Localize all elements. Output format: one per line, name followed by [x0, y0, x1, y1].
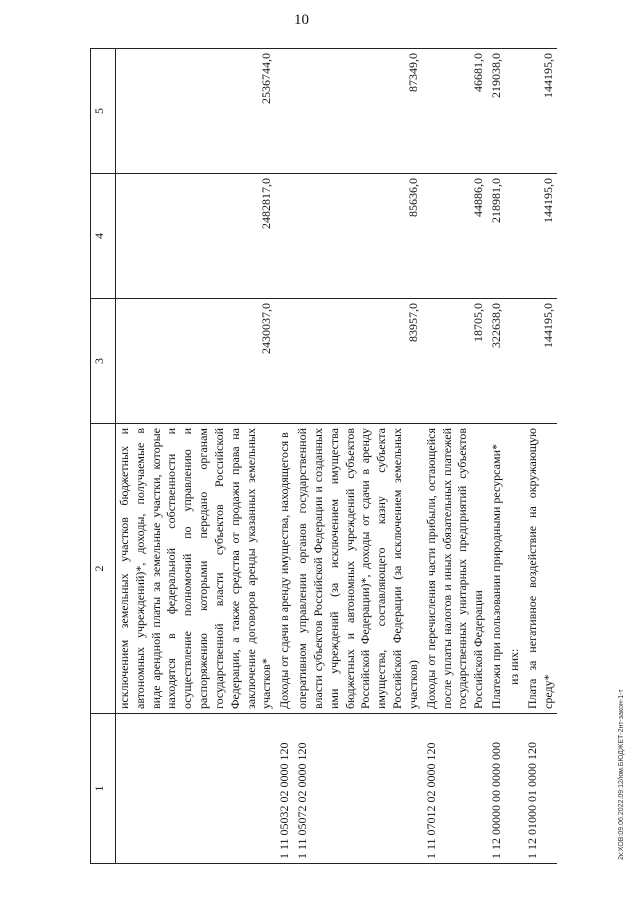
- row-value-5: 2536744,0: [116, 49, 277, 174]
- row-value-4: 44886,0: [423, 174, 488, 299]
- row-value-5: 87349,0: [294, 49, 423, 174]
- row-name: Доходы от сдачи в аренду имущества, находящегося в: [276, 424, 294, 714]
- row-value-5: [506, 49, 524, 174]
- row-value-4: [276, 174, 294, 299]
- budget-revenue-table: [90, 48, 557, 864]
- row-name: из них:: [506, 424, 524, 714]
- row-name: Плата за негативное воздействие на окружающую среду*: [524, 424, 558, 714]
- row-name: Доходы от перечисления части прибыли, остающейся после уплаты налогов и иных обязательных платежей государственных унитарных предприятий субъектов Российской Федерации: [423, 424, 488, 714]
- row-value-3: 144195,0: [524, 299, 558, 424]
- row-value-4: 85636,0: [294, 174, 423, 299]
- row-value-3: 322638,0: [488, 299, 506, 424]
- row-name: Платежи при пользовании природными ресурсами*: [488, 424, 506, 714]
- row-value-4: 2482817,0: [116, 174, 277, 299]
- row-code: 1 12 00000 00 0000 000: [488, 714, 506, 864]
- row-value-5: 46681,0: [423, 49, 488, 174]
- row-value-5: 219038,0: [488, 49, 506, 174]
- row-value-3: 2430037,0: [116, 299, 277, 424]
- table-row: [276, 49, 294, 864]
- table-row: [488, 49, 506, 864]
- row-value-4: [506, 174, 524, 299]
- row-value-4: 218981,0: [488, 174, 506, 299]
- row-value-3: 83957,0: [294, 299, 423, 424]
- row-value-5: [276, 49, 294, 174]
- page-number: 10: [294, 12, 309, 28]
- row-value-3: [276, 299, 294, 424]
- row-name: исключением земельных участков бюджетных и автономных учреждений)*, доходы, получаемые в виде арендной платы за земельные участки, которые находятся в федеральной собственности и осуществление полномочий по управлению и распоряжению которыми передано органам государственной власти субъектов Российской Федерации, а также средства от продажи права на заключение договоров аренды указанных земельных участков*: [116, 424, 277, 714]
- row-value-5: 144195,0: [524, 49, 558, 174]
- row-code: [116, 714, 277, 864]
- table-row: [423, 49, 488, 864]
- header-col-2: 2: [91, 424, 116, 714]
- row-value-3: [506, 299, 524, 424]
- row-code: 1 12 01000 01 0000 120: [524, 714, 558, 864]
- row-code: 1 11 05032 02 0000 120: [276, 714, 294, 864]
- header-col-5: 5: [91, 49, 116, 174]
- document-footer-stamp: 2к:ХОВ:09.06.2022.09:12/юм.БЮДЖЕТ-2нт-закон-1-т: [618, 689, 625, 860]
- header-col-4: 4: [91, 174, 116, 299]
- header-col-1: 1: [91, 714, 116, 864]
- row-value-4: 144195,0: [524, 174, 558, 299]
- row-code: 1 11 05072 02 0000 120: [294, 714, 423, 864]
- row-code: 1 11 07012 02 0000 120: [423, 714, 488, 864]
- table-row: [524, 49, 558, 864]
- table-row: [506, 49, 524, 864]
- table-row: [116, 49, 277, 864]
- budget-table-rotated: [90, 49, 595, 864]
- row-value-3: 18705,0: [423, 299, 488, 424]
- table-row: [294, 49, 423, 864]
- header-col-3: 3: [91, 299, 116, 424]
- row-name: оперативном управлении органов государственной власти субъектов Российской Федерации и созданных ими учреждений (за исключением имущества бюджетных и автономных учреждений субъектов Российской Федерации)*, доходы от сдачи в аренду имущества, составляющего казну субъекта Российской Федерации (за исключением земельных участков): [294, 424, 423, 714]
- row-code: [506, 714, 524, 864]
- table-header-row: [91, 49, 116, 864]
